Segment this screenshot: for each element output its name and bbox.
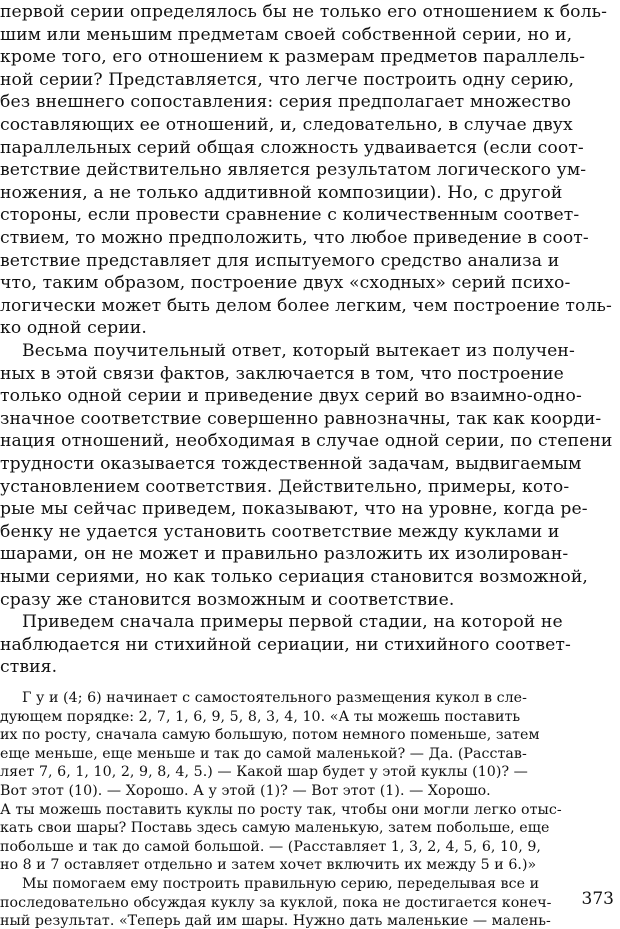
text-line: сразу же становится возможным и соответствие. — [0, 589, 455, 610]
text-line: ных в этой связи фактов, заключается в том, что построение — [0, 363, 564, 384]
text-line: Весьма поучительный ответ, который вытекает из получен- — [22, 341, 575, 361]
text-line: стороны, если провести сравнение с количественным соответ- — [0, 205, 580, 226]
text-line: логически может быть делом более легким, чем построение толь- — [0, 295, 612, 316]
text-line: Приведем сначала примеры первой стадии, на которой не — [22, 612, 563, 633]
text-line: значное соответствие совершенно равнозначны, так как коорди- — [0, 408, 602, 429]
text-line: наблюдается ни стихийной сериации, ни стихийного соответ- — [0, 634, 571, 655]
text-line: их по росту, сначала самую большую, потом немного поменьше, затем — [0, 727, 540, 744]
text-line: ножения, а не только аддитивной композиции). Но, с другой — [0, 182, 563, 203]
text-line: только одной серии и приведение двух серий во взаимно-одно- — [0, 386, 582, 407]
text-line: параллельных серий общая сложность удваивается (если соот- — [0, 137, 584, 158]
text-line: последовательно обсуждая куклу за куклой, пока не достигается конеч- — [0, 894, 552, 911]
text-line: но 8 и 7 оставляет отдельно и затем хочет включить их между 5 и 6.)» — [0, 857, 537, 874]
text-line: шарами, он не может и правильно разложить их изолирован- — [0, 544, 569, 565]
text-line: бенку не удается установить соответствие между куклами и — [0, 521, 560, 542]
text-line: Вот этот (10). — Хорошо. А у этой (1)? — Вот этот (1). — Хорошо. — [0, 783, 491, 799]
text-line: первой серии определялось бы не только его отношением к боль- — [0, 2, 608, 22]
text-line: рые мы сейчас приведем, показывают, что на уровне, когда ре- — [0, 499, 588, 520]
text-line: ствия. — [0, 657, 58, 678]
text-line: нация отношений, необходимая в случае одной серии, по степени — [0, 431, 613, 452]
text-line: ко одной серии. — [0, 318, 147, 339]
text-line: составляющих ее отношений, и, следовательно, в случае двух — [0, 115, 573, 135]
page-number: 373 — [581, 889, 614, 909]
text-line: Г у и (4; 6) начинает с самостоятельного размещения кукол в сле- — [22, 690, 527, 706]
text-line: побольше и так до самой большой. — (Расставляет 1, 3, 2, 4, 5, 6, 10, 9, — [0, 838, 541, 855]
text-line: установлением соответствия. Действительно, примеры, кото- — [0, 476, 570, 497]
text-line: ными сериями, но как только сериация становится возможной, — [0, 567, 588, 587]
text-line: еще меньше, еще меньше и так до самой маленькой? — Да. (Расстав- — [0, 745, 527, 762]
text-line: ный результат. «Теперь дай им шары. Нужно дать маленькие — малень- — [0, 913, 551, 929]
text-line: А ты можешь поставить куклы по росту так, чтобы они могли легко отыс- — [0, 801, 562, 818]
text-line: ной серии? Представляется, что легче построить одну серию, — [0, 69, 575, 90]
text-line: трудности оказывается тождественной задачам, выдвигаемым — [0, 454, 582, 474]
text-line: ветствие представляет для испытуемого средство анализа и — [0, 250, 560, 271]
text-line: Мы помогаем ему построить правильную серию, переделывая все и — [22, 876, 540, 892]
text-line: ляет 7, 6, 1, 10, 2, 9, 8, 4, 5.) — Какой шар будет у этой куклы (10)? — — [0, 764, 528, 781]
text-line: кроме того, его отношением к размерам предметов параллель- — [0, 47, 585, 68]
text-line: кать свои шары? Поставь здесь самую маленькую, затем побольше, еще — [0, 820, 550, 837]
text-line: без внешнего сопоставления: серия предполагает множество — [0, 92, 572, 113]
text-line: шим или меньшим предметам своей собственной серии, но и, — [0, 24, 573, 45]
text-line: ветствие действительно является результатом логического ум- — [0, 160, 587, 181]
text-line: дующем порядке: 2, 7, 1, 6, 9, 5, 8, 3, 4, 10. «А ты можешь поставить — [0, 708, 521, 725]
text-line: что, таким образом, построение двух «сходных» серий психо- — [0, 273, 571, 294]
text-line: ствием, то можно предположить, что любое приведение в соот- — [0, 228, 589, 248]
